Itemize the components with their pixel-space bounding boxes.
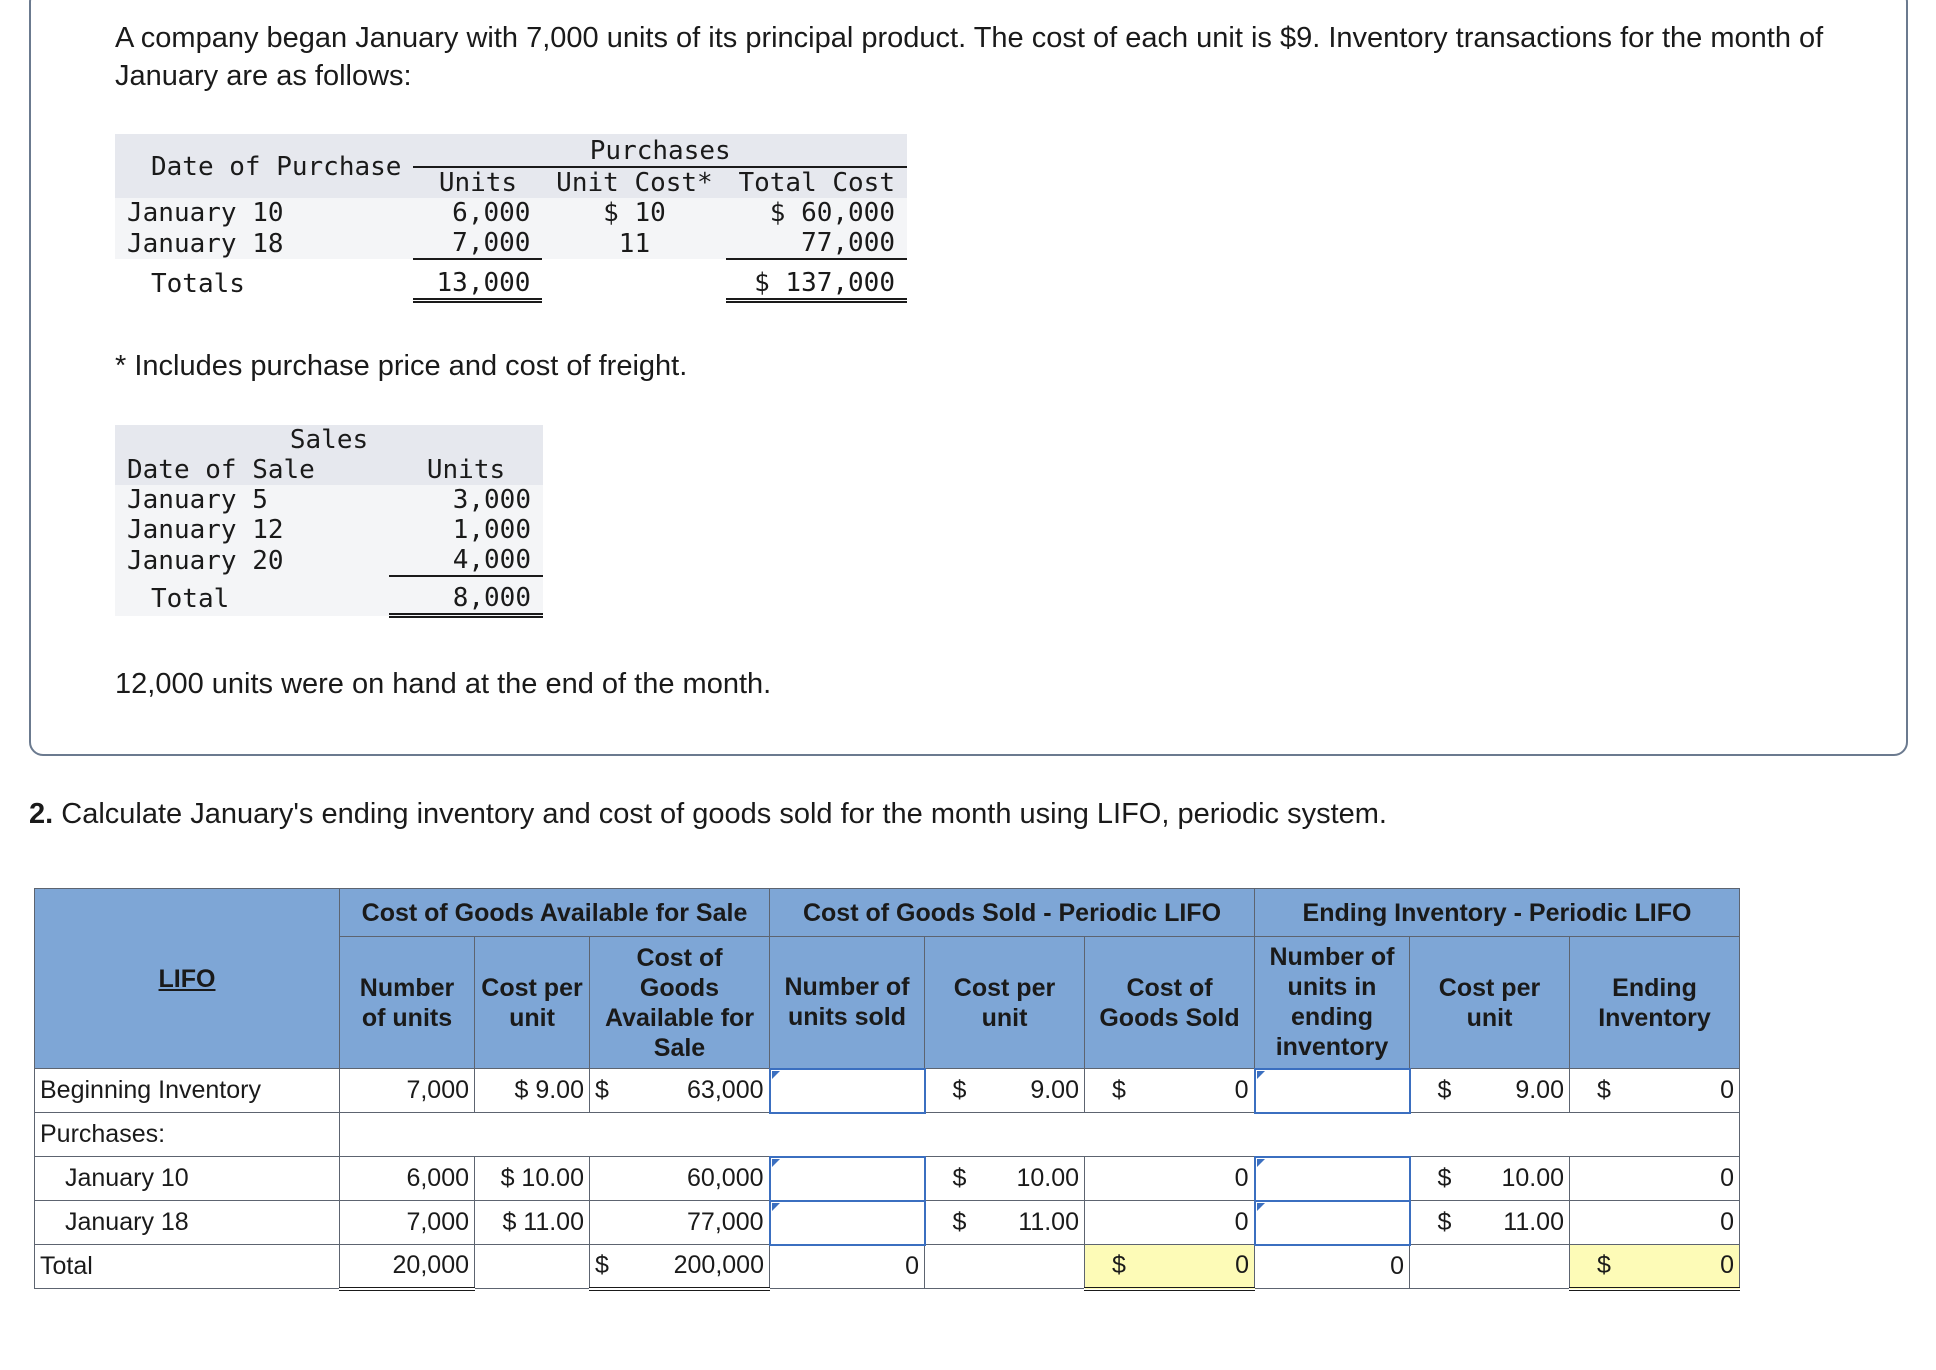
ei-group-header: Ending Inventory - Periodic LIFO — [1255, 889, 1740, 937]
totals-row: Total 20,000 $ 200,000 0 $ 0 0 $ 0 — [35, 1245, 1740, 1289]
row-label: Total — [35, 1245, 340, 1289]
lifo-corner-header — [35, 889, 340, 1069]
units-col-header: Units — [413, 167, 542, 198]
table-row: January 10 6,000 $ 10 $ 60,000 — [115, 198, 907, 228]
lifo-answer-grid — [34, 888, 1740, 1291]
units-on-hand-text: 12,000 units were on hand at the end of the month. — [115, 668, 772, 700]
number-of-units-header: Number of units — [340, 937, 475, 1069]
unit-cost-col-header: Unit Cost* — [542, 167, 726, 198]
cogas-group-header: Cost of Goods Available for Sale — [340, 889, 770, 937]
table-row: January 10 6,000 $ 10.00 60,000 $ 10.00 0 $ 10.00 0 — [35, 1157, 1740, 1201]
table-row — [35, 1113, 1740, 1157]
table-row: January 18 7,000 11 77,000 — [115, 228, 907, 259]
lifo-link[interactable]: LIFO — [158, 964, 216, 993]
units-ending-inventory-input[interactable] — [1255, 1201, 1410, 1245]
total-ending-inventory-cell: $ 0 — [1570, 1245, 1740, 1289]
row-label: January 10 — [35, 1157, 340, 1201]
totals-row: Total 8,000 — [115, 576, 543, 616]
table-row: January 12 1,000 — [115, 515, 543, 545]
row-label: January 18 — [35, 1201, 340, 1245]
sales-group-header: Sales — [115, 425, 543, 455]
footnote: * Includes purchase price and cost of freight. — [115, 350, 688, 382]
units-ending-inventory-input[interactable] — [1255, 1157, 1410, 1201]
units-sold-input[interactable] — [770, 1157, 925, 1201]
table-row: Beginning Inventory 7,000 $ 9.00 $ 63,000 $ 9.00 $ 0 $ 9.00 $ 0 — [35, 1069, 1740, 1113]
totals-row: Totals 13,000 $ 137,000 — [115, 259, 907, 301]
cogs-cost-per-unit-header: Cost per unit — [925, 937, 1085, 1069]
ending-inventory-header: Ending Inventory — [1570, 937, 1740, 1069]
purchases-table — [115, 134, 907, 303]
table-row: January 20 4,000 — [115, 545, 543, 576]
ei-cost-per-unit-header: Cost per unit — [1410, 937, 1570, 1069]
cogs-header: Cost of Goods Sold — [1085, 937, 1255, 1069]
intro-text: A company began January with 7,000 units of its principal product. The cost of each unit is $9. Inventory transactions for the month of January are as follows: — [115, 22, 1824, 92]
sales-units-header: Units — [389, 455, 543, 485]
units-sold-header: Number of units sold — [770, 937, 925, 1069]
table-row: January 5 3,000 — [115, 485, 543, 515]
date-of-sale-header: Date of Sale — [115, 455, 389, 485]
units-ending-inventory-input[interactable] — [1255, 1069, 1410, 1113]
cogas-header: Cost of Goods Available for Sale — [590, 937, 770, 1069]
date-of-purchase-header: Date of Purchase — [115, 134, 413, 198]
sales-table — [115, 425, 543, 618]
purchases-group-header: Purchases — [413, 134, 907, 167]
total-cost-col-header: Total Cost — [726, 167, 907, 198]
cogs-group-header: Cost of Goods Sold - Periodic LIFO — [770, 889, 1255, 937]
units-sold-input[interactable] — [770, 1201, 925, 1245]
table-row: January 18 7,000 $ 11.00 77,000 $ 11.00 0 $ 11.00 0 — [35, 1201, 1740, 1245]
units-ending-inventory-header: Number of units in ending inventory — [1255, 937, 1410, 1069]
purchases-label: Purchases: — [35, 1113, 340, 1157]
cost-per-unit-header: Cost per unit — [475, 937, 590, 1069]
units-sold-input[interactable] — [770, 1069, 925, 1113]
total-cogs-cell: $ 0 — [1085, 1245, 1255, 1289]
question-text: 2. Calculate January's ending inventory and cost of goods sold for the month using LIFO, periodic system. — [29, 798, 1387, 830]
row-label: Beginning Inventory — [35, 1069, 340, 1113]
